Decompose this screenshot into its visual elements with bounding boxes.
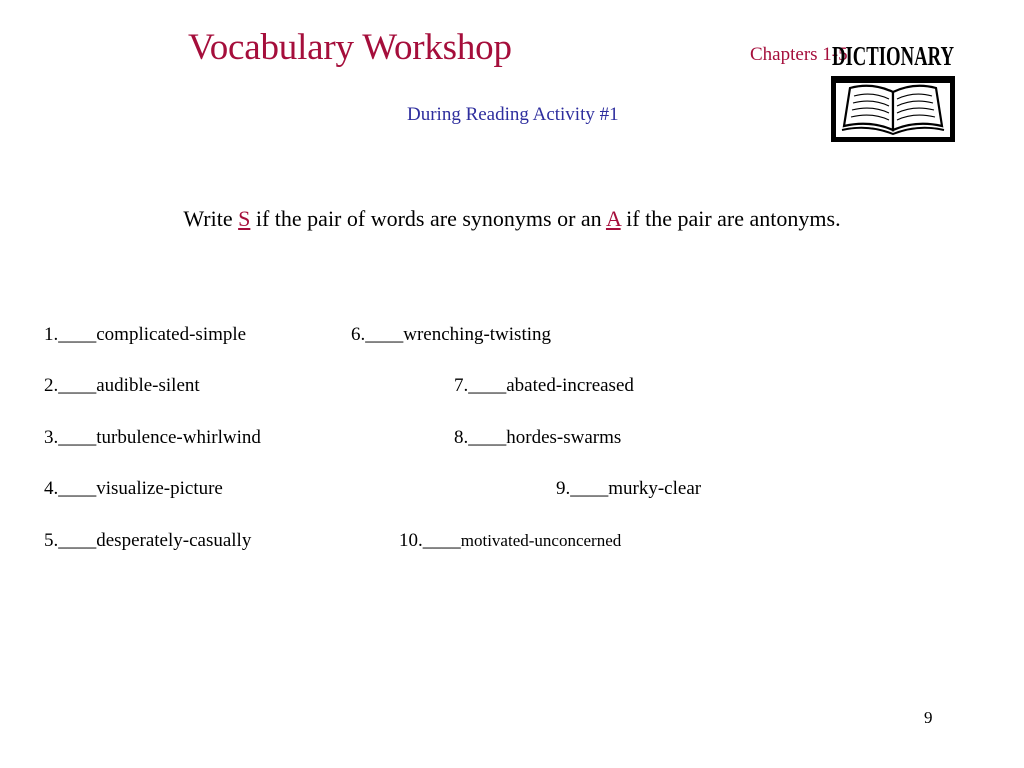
question-item-5: 5.____desperately-casually [44,530,252,551]
instruction-part-3: if the pair are antonyms. [620,206,841,231]
antonym-mark: A [605,206,621,231]
instruction-part-2: if the pair of words are synonyms or an [250,206,606,231]
question-item-4: 4.____visualize-picture [44,478,223,499]
question-item-10 [399,530,621,552]
question-item-6: 6.____wrenching-twisting [351,324,552,345]
chapters-label: Chapters 1-5 [750,44,848,65]
dictionary-clipart-text: DICTIONARY [832,41,954,71]
slide-title: Vocabulary Workshop [188,27,512,68]
question-item-10-words: motivated-unconcerned [460,531,622,550]
question-item-10-prefix: 10.____ [399,530,461,551]
question-item-1: 1.____complicated-simple [44,324,247,345]
activity-subtitle: During Reading Activity #1 [407,104,619,125]
instruction-part-1: Write [183,206,239,231]
question-item-2: 2.____audible-silent [44,375,200,396]
question-item-7: 7.____abated-increased [454,375,634,396]
question-item-9: 9.____murky-clear [556,478,702,499]
synonym-mark: S [238,206,251,231]
question-item-3: 3.____turbulence-whirlwind [44,427,261,448]
page-number: 9 [924,708,933,727]
dictionary-book-icon [830,40,956,144]
question-item-8: 8.____hordes-swarms [454,427,622,448]
instruction-text [0,206,1024,232]
